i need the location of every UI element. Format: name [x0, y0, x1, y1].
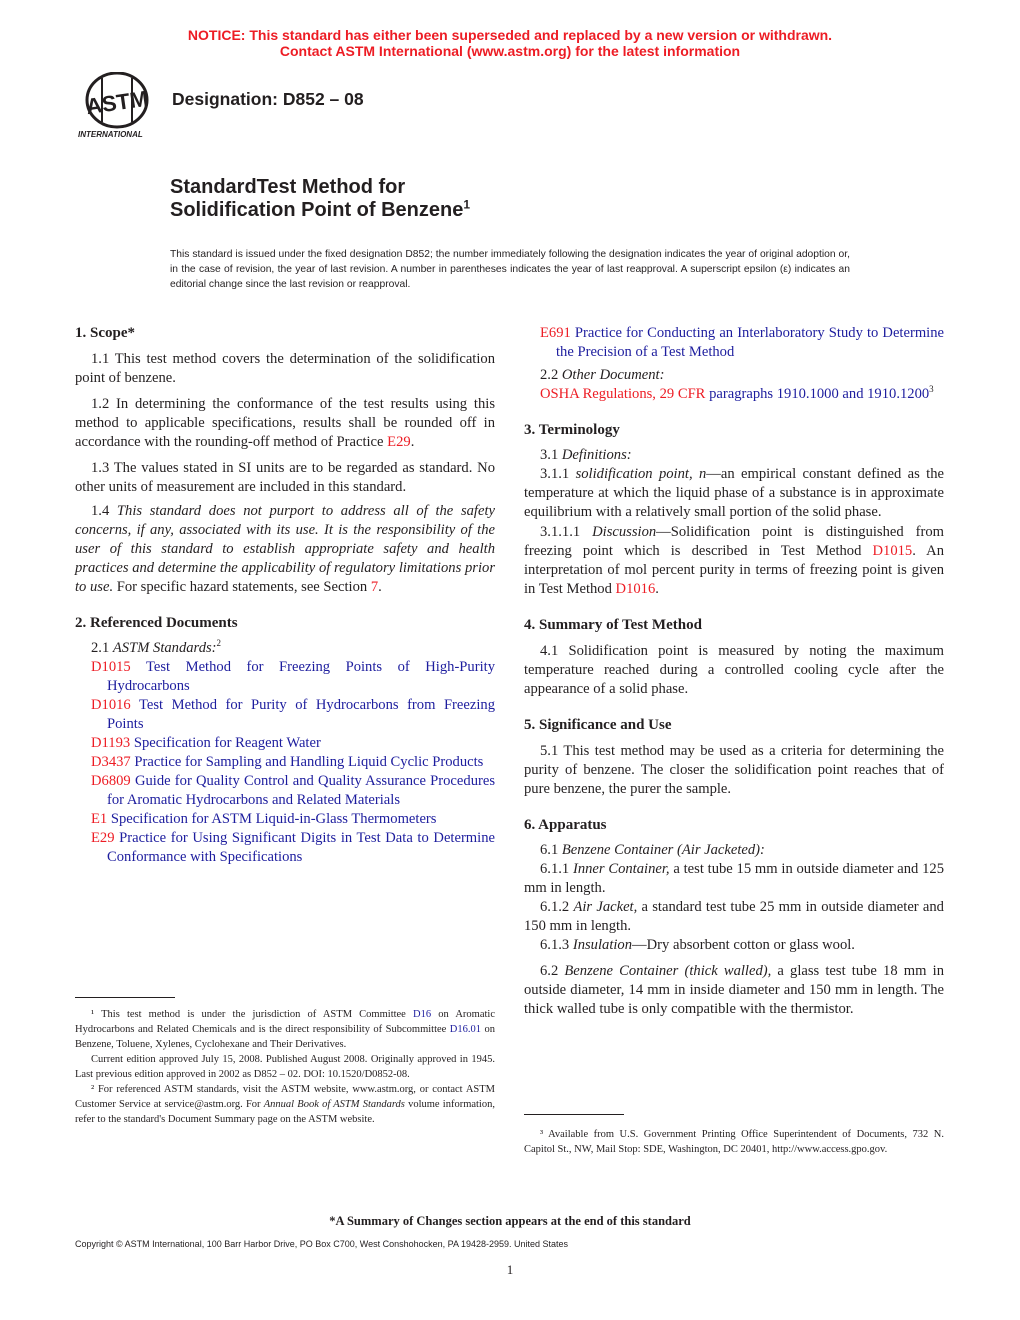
para-6-1-1: 6.1.1 Inner Container, a test tube 15 mm in outside diameter and 125 mm in length. [524, 861, 944, 896]
para-3-1-1-1: 3.1.1.1 Discussion—Solidification point is distinguished from freezing point which is described in Test Method D1015. An interpretation of mol percent purity in terms of freezing point is given in Test Method D1016. [524, 524, 945, 597]
title-line-2 [170, 199, 470, 222]
ref-item [75, 810, 495, 829]
section-heading-referenced-documents: 2. Referenced Documents [75, 615, 238, 631]
footnote-3: ³ Available from U.S. Government Printing Office Superintendent of Documents, 732 N. Capitol St., NW, Mail Stop: SDE, Washington, DC 20401, http://www.access.gpo.gov. [524, 1129, 944, 1155]
link-d1015[interactable]: D1015 [872, 543, 913, 559]
footnote-1-history: Current edition approved July 15, 2008. Published August 2008. Originally approved in 1945. Last previous edition approved in 2002 as D852 – 02. DOI: 10.1520/D0852-08. [75, 1054, 495, 1080]
section-heading-summary: 4. Summary of Test Method [524, 617, 702, 633]
section-heading-scope: 1. Scope* [75, 325, 135, 341]
footnote-rule-left [75, 997, 175, 998]
copyright: Copyright © ASTM International, 100 Barr Harbor Drive, PO Box C700, West Conshohocken, PA 19428-2959. United States [75, 1239, 569, 1249]
left-column [75, 324, 495, 867]
para-2-2: 2.2 Other Document: [540, 367, 665, 383]
ref-code-link[interactable]: E1 [91, 811, 108, 827]
para-5-1: 5.1 This test method may be used as a criteria for determining the purity of benzene. The closer the solidification point reaches that of pure benzene, the purer the sample. [524, 743, 944, 797]
ref-title-link[interactable]: Specification for ASTM Liquid-in-Glass Thermometers [110, 811, 437, 827]
ref-title-link[interactable]: Practice for Sampling and Handling Liquid Cyclic Products [134, 754, 484, 770]
para-6-2: 6.2 Benzene Container (thick walled), a glass test tube 18 mm in outside diameter, 14 mm in inside diameter and 150 mm in length. The thick walled tube is only compatible with the thermistor. [524, 963, 944, 1017]
ref-title-link[interactable]: Practice for Using Significant Digits in Test Data to Determine Conformance with Specifications [107, 830, 495, 865]
ref-code-link[interactable]: D1193 [91, 735, 131, 751]
para-2-1: 2.1 ASTM Standards:$^2$ [91, 638, 222, 656]
ref-item [75, 734, 495, 753]
footnote-rule-right [524, 1114, 624, 1115]
link-section-7[interactable]: 7 [370, 579, 379, 595]
ref-code-link[interactable]: E29 [91, 830, 115, 846]
page-number: 1 [506, 1262, 514, 1277]
section-heading-terminology: 3. Terminology [524, 422, 620, 438]
osha-link[interactable]: OSHA Regulations, 29 CFR [540, 386, 706, 402]
ref-title-link[interactable]: Guide for Quality Control and Quality Assurance Procedures for Aromatic Hydrocarbons and Related Materials [107, 773, 496, 808]
para-1-2: 1.2 In determining the conformance of the test results using this method to applicable specifications, results shall be rounded off in accordance with the rounding-off method of Practice E29. [75, 396, 495, 450]
preamble: This standard is issued under the fixed designation D852; the number immediately following the designation indicates the year of original adoption or, in the case of revision, the year of last revision. A number in parentheses indicates the year of last reapproval. A superscript epsilon (ε) indicates an editorial change since the last revision or reapproval. [170, 249, 850, 290]
title-text: Solidification Point of Benzene [170, 199, 464, 221]
ref-item [75, 753, 495, 772]
ref-code-link[interactable]: D1016 [91, 697, 131, 713]
ref-item [75, 658, 495, 696]
right-column [524, 324, 944, 1019]
para-3-1-1: 3.1.1 solidification point, n—an empirical constant defined as the temperature at which the liquid phase of a substance is in approximate equilibrium with a relatively small portion of the solid phase. [524, 466, 944, 520]
title-line-1: StandardTest Method for [170, 176, 406, 198]
ref-item [75, 696, 495, 734]
designation: Designation: D852 – 08 [172, 89, 364, 109]
summary-of-changes-note: *A Summary of Changes section appears at the end of this standard [329, 1214, 691, 1228]
link-d16-01[interactable]: D16.01 [449, 1024, 482, 1035]
logo-subtext: INTERNATIONAL [78, 130, 143, 139]
ref-code-link[interactable]: D3437 [91, 754, 131, 770]
astm-logo [74, 72, 160, 142]
ref-code-link[interactable]: D1015 [91, 659, 131, 675]
section-heading-significance: 5. Significance and Use [524, 717, 672, 733]
ref-title-link[interactable]: Test Method for Freezing Points of High-Purity Hydrocarbons [107, 659, 495, 694]
para-1-4: 1.4 This standard does not purport to address all of the safety concerns, if any, associated with its use. It is the responsibility of the user of this standard to establish appropriate safety and health practices and determine the applicability of regulatory limitations prior to use. For specific hazard statements, see Section 7. [75, 503, 495, 595]
ref-title-link[interactable]: Specification for Reagent Water [133, 735, 321, 751]
para-1-3: 1.3 The values stated in SI units are to be regarded as standard. No other units of measurement are included in this standard. [75, 460, 495, 495]
section-heading-apparatus: 6. Apparatus [524, 817, 607, 833]
ref-code-link[interactable]: E691 [540, 325, 571, 341]
ref-item [75, 772, 495, 810]
para-6-1-3: 6.1.3 Insulation—Dry absorbent cotton or glass wool. [540, 937, 855, 953]
ref-item-e691 [524, 324, 944, 362]
footnote-1: ¹ This test method is under the jurisdiction of ASTM Committee D16 on Aromatic Hydrocarbons and Related Chemicals and is the direct responsibility of Subcommittee D16.01 on Benzene, Toluene, Xylenes, Cyclohexane and Their Derivatives. [75, 1009, 495, 1050]
para-6-1: 6.1 Benzene Container (Air Jacketed): [540, 842, 765, 858]
link-e29[interactable]: E29 [387, 434, 411, 450]
para-4-1: 4.1 Solidification point is measured by noting the maximum temperature reached during a controlled cooling cycle after the appearance of a solid phase. [524, 643, 944, 697]
ref-code-link[interactable]: D6809 [91, 773, 131, 789]
left-footnotes [75, 1007, 495, 1127]
notice-line-2: Contact ASTM International (www.astm.org) for the latest information [279, 43, 741, 59]
link-d16[interactable]: D16 [413, 1009, 432, 1020]
footnote-2: ² For referenced ASTM standards, visit the ASTM website, www.astm.org, or contact ASTM Customer Service at service@astm.org. For Annual Book of ASTM Standards volume information, refer to the standard's Document Summary page on the ASTM website. [75, 1084, 495, 1125]
para-1-1: 1.1 This test method covers the determination of the solidification point of benzene. [75, 351, 495, 386]
osha-paragraphs-link[interactable]: paragraphs 1910.1000 and 1910.1200 [709, 386, 930, 402]
ref-item [75, 829, 495, 867]
para-6-1-2: 6.1.2 Air Jacket, a standard test tube 25 mm in outside diameter and 150 mm in length. [524, 899, 944, 934]
svg-text:ASTM: ASTM [84, 85, 150, 120]
ref-title-link[interactable]: Test Method for Purity of Hydrocarbons from Freezing Points [107, 697, 495, 732]
para-3-1: 3.1 Definitions: [540, 447, 632, 463]
ref-item-osha: OSHA Regulations, 29 CFR paragraphs 1910.1000 and 1910.1200$^3$ [540, 384, 934, 402]
link-d1016[interactable]: D1016 [615, 581, 656, 597]
notice-line-1: NOTICE: This standard has either been superseded and replaced by a new version or withdrawn. [187, 27, 833, 43]
right-footnotes [524, 1127, 944, 1157]
title-footnote-marker: 1 [463, 197, 471, 212]
ref-title-link[interactable]: Practice for Conducting an Interlaboratory Study to Determine the Precision of a Test Method [556, 325, 945, 360]
